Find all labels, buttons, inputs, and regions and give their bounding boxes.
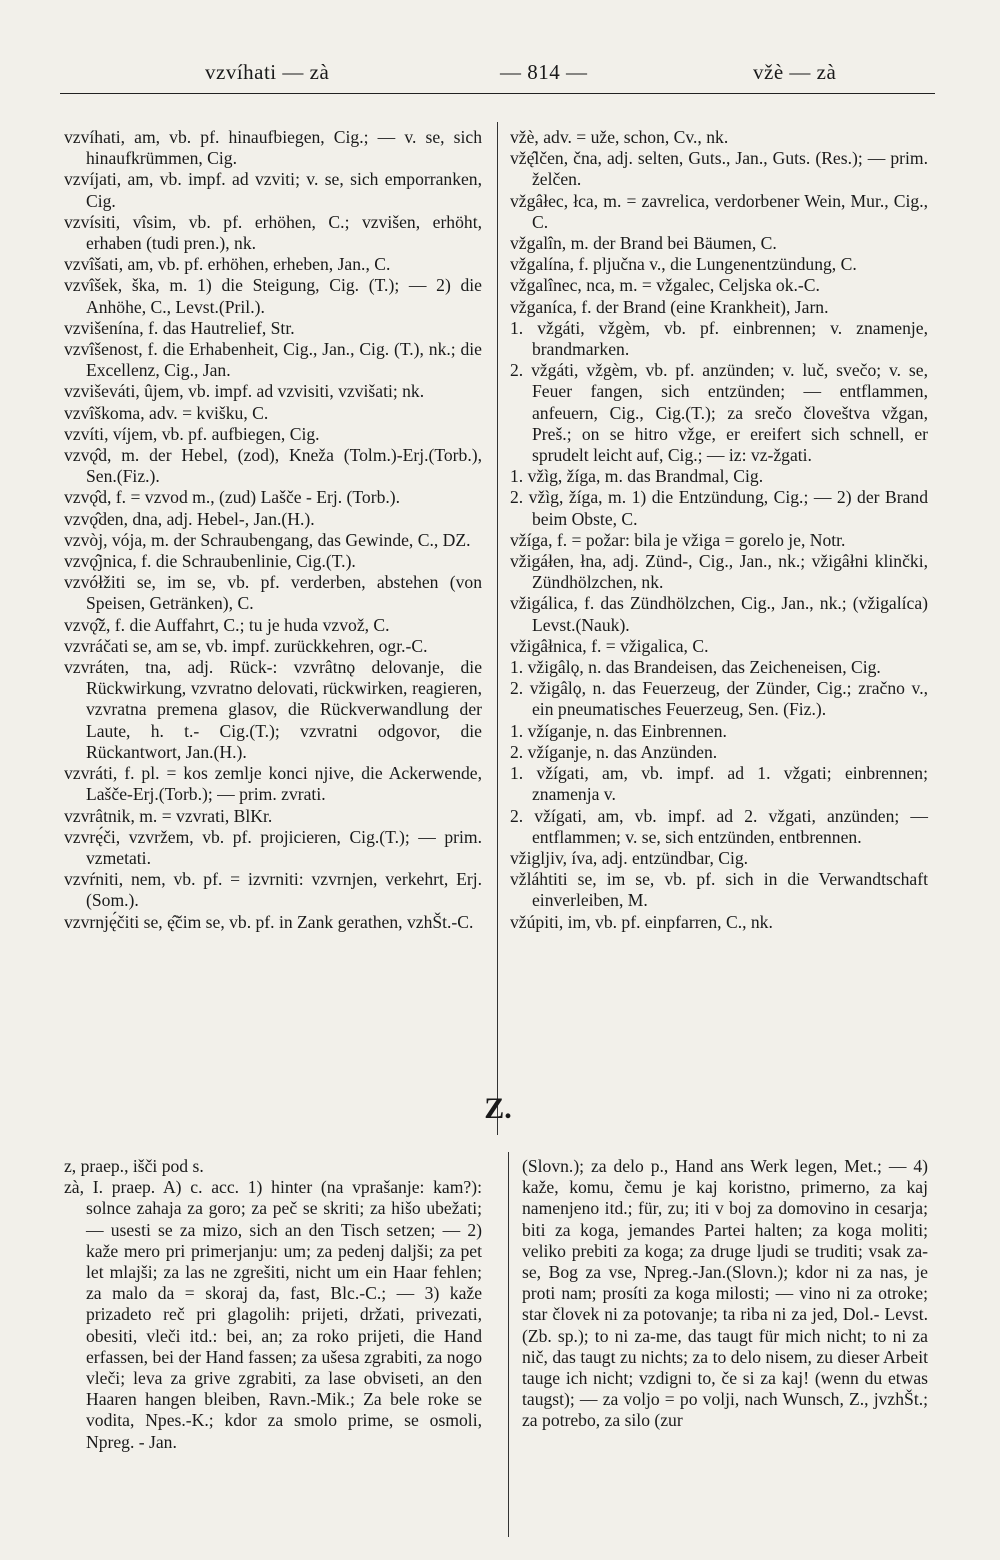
dictionary-entry: vzvǫ̂den, dna, adj. Hebel-, Jan.(H.). — [64, 508, 315, 529]
dictionary-entry: 2. vžìg, žíga, m. 1) die Entzündung, Cig.; — 2) der Brand beim Obste, C. — [510, 487, 928, 529]
right-column — [510, 127, 928, 933]
dictionary-entry: vžíga, f. = požar: bila je vžiga = gorelo je, Notr. — [510, 529, 846, 550]
dictionary-entry: vzvráčati se, am se, vb. impf. zurückkehren, ogr.-C. — [64, 635, 428, 656]
section-letter-heading: Z. — [484, 1092, 512, 1125]
dictionary-entry: vzviševáti, ûjem, vb. impf. ad vzvisiti, vzvišati; nk. — [64, 381, 425, 402]
dictionary-entry: vzvrnję́čiti se, ę̂čim se, vb. pf. in Zank gerathen, vzhŠt.-C. — [64, 911, 474, 932]
column-divider — [497, 122, 498, 1135]
dictionary-entry: vžę̂lčen, čna, adj. selten, Guts., Jan., Guts. (Res.); — prim. želčen. — [510, 148, 928, 190]
dictionary-entry: 1. vžgáti, vžgèm, vb. pf. einbrennen; v. znamenje, brandmarken. — [510, 317, 928, 360]
dictionary-entry: vzvišenína, f. das Hautrelief, Str. — [64, 317, 295, 338]
dictionary-entry: vzvráten, tna, adj. Rück-: vzvrâtnǫ delovanje, die Rückwirkung, vzvratno delovati, rückwirken, reagieren, vzvratna premena glasov, die Rückverwandlung der Laute, h. t.- Cig.(T.); vzvratni odgovor, die Rückantwort, Jan.(H.). — [64, 657, 482, 762]
dictionary-entry: vžganíca, f. der Brand (eine Krankheit), Jarn. — [510, 296, 829, 317]
running-head — [60, 56, 940, 90]
dictionary-entry: vzvîšenost, f. die Erhabenheit, Cig., Jan., Cig. (T.), nk.; die Excellenz, Cig., Jan. — [64, 339, 482, 381]
entry-continuation: (Slovn.); za delo p., Hand ans Werk legen, Met.; — 4) kaže, komu, čemu je kaj koristno, primerno, za kaj namenjeno itd.; für, zu; iti v boj za domovino in cesarja; biti za koga, jemandes Partei halten; za koga moliti; veliko prebiti za koga; za druge ljudi se truditi; vsak za-se, Bog za vse, Npreg.-Jan.(Slovn.); kdor ni za nas, je proti nam; prosíti za koga milosti; — vino ni za otroke; star človek ni za potovanje; ta riba ni za jed, Dol.- Levst.(Zb. sp.); to ni za-me, das taugt für mich nicht; to ni za nič, das taugt zu nichts; za to delo nisem, zu dieser Arbeit tauge ich nicht; vzdigni to, če si za kaj! (wenn du etwas taugst); — za voljo = po volji, nach Wunsch, Z., jvzhŠt.; za potrebo, za silo (zur — [522, 1156, 928, 1431]
dictionary-entry: vzvíhati, am, vb. pf. hinaufbiegen, Cig.; — v. se, sich hinaufkrümmen, Cig. — [64, 127, 482, 169]
dictionary-entry: vžúpiti, im, vb. pf. einpfarren, C., nk. — [510, 911, 773, 932]
dictionary-entry: vzvîškoma, adv. = kvišku, C. — [64, 402, 269, 423]
dictionary-entry: vzvrę́či, vzvržem, vb. pf. projicieren, Cig.(T.); — prim. vzmetati. — [64, 826, 482, 868]
running-head-left: vzvíhati — zà — [205, 60, 330, 84]
dictionary-entry: vžgalînec, nca, m. = vžgalec, Celjska ok.-C. — [510, 275, 820, 296]
dictionary-entry: vzvíjati, am, vb. impf. ad vzviti; v. se, sich emporranken, Cig. — [64, 169, 482, 211]
dictionary-entry: vzvǫ̂jnica, f. die Schraubenlinie, Cig.(T.). — [64, 551, 356, 572]
dictionary-entry: vzvŕniti, nem, vb. pf. = izvrniti: vzvrnjen, verkehrt, Erj.(Som.). — [64, 869, 482, 911]
dictionary-entry: vžigálica, f. das Zündhölzchen, Cig., Jan., nk.; (vžigalíca) Levst.(Nauk). — [510, 593, 928, 635]
z-section-right-column — [522, 1156, 928, 1432]
column-divider — [508, 1152, 509, 1537]
dictionary-entry: 1. vžìg, žíga, m. das Brandmal, Cig. — [510, 466, 764, 487]
left-column — [64, 127, 482, 933]
running-head-right: vžè — zà — [753, 60, 837, 84]
dictionary-entry: vzvrâtnik, m. = vzvrati, BlKr. — [64, 805, 273, 826]
dictionary-entry: vzvǫ̂d, f. = vzvod m., (zud) Lašče - Erj. (Torb.). — [64, 487, 401, 508]
dictionary-entry: vžigáłen, łna, adj. Zünd-, Cig., Jan., nk.; vžigâłni klinčki, Zündhölzchen, nk. — [510, 551, 928, 593]
dictionary-entry: vžigâłnica, f. = vžigalica, C. — [510, 635, 709, 656]
dictionary-entry: vzvółžiti se, im se, vb. pf. verderben, abstehen (von Speisen, Getränken), C. — [64, 572, 482, 614]
dictionary-entry: z, praep., išči pod s. — [64, 1156, 204, 1176]
dictionary-entry: vzvòj, vója, m. der Schraubengang, das Gewinde, C., DZ. — [64, 529, 471, 550]
dictionary-entry: 1. vžigâlǫ, n. das Brandeisen, das Zeicheneisen, Cig. — [510, 657, 881, 678]
dictionary-entry: vžláhtiti se, im se, vb. pf. sich in die Verwandtschaft einverleiben, M. — [510, 869, 928, 911]
dictionary-entry: vžgalína, f. pljučna v., die Lungenentzündung, C. — [510, 254, 857, 275]
z-section-left-column — [64, 1156, 482, 1453]
dictionary-entry: 1. vžíganje, n. das Einbrennen. — [510, 720, 727, 741]
dictionary-entry: vzvíti, víjem, vb. pf. aufbiegen, Cig. — [64, 423, 320, 444]
dictionary-entry: 2. vžgáti, vžgèm, vb. pf. anzünden; v. luč, svečo; v. se, Feuer fangen, sich entzünden; — entflammen, anfeuern, Cig., Cig.(T.); za srečo človeštva vžgan, Preš.; on se hitro vžge, er ereifert sich schnell, er sprudelt leicht auf, Cig.; — iz: vz-žgati. — [510, 360, 928, 466]
dictionary-entry: 2. vžigâlǫ, n. das Feuerzeug, der Zünder, Cig.; zračno v., ein pneumatisches Feuerzeug, Sen. (Fiz.). — [510, 678, 928, 720]
dictionary-entry: vzvísiti, vîsim, vb. pf. erhöhen, C.; vzvišen, erhöht, erhaben (tudi pren.), nk. — [64, 211, 482, 254]
dictionary-entry: vzvîšati, am, vb. pf. erhöhen, erheben, Jan., C. — [64, 254, 391, 275]
dictionary-entry: vžigljiv, íva, adj. entzündbar, Cig. — [510, 847, 749, 868]
dictionary-entry: vžgâłec, łca, m. = zavrelica, verdorbener Wein, Mur., Cig., C. — [510, 190, 928, 232]
dictionary-entry: 1. vžígati, am, vb. impf. ad 1. vžgati; einbrennen; znamenja v. — [510, 763, 928, 805]
dictionary-entry: vzvîšek, ška, m. 1) die Steigung, Cig. (T.); — 2) die Anhöhe, C., Levst.(Pril.). — [64, 275, 482, 317]
dictionary-entry: 2. vžígati, am, vb. impf. ad 2. vžgati, anzünden; — entflammen; v. se, sich entzünden, entbrennen. — [510, 805, 928, 847]
page-number: — 814 — — [500, 60, 588, 84]
dictionary-entry: 2. vžíganje, n. das Anzünden. — [510, 741, 718, 762]
dictionary-entry: zà, I. praep. A) c. acc. 1) hinter (na vprašanje: kam?): solnce zahaja za goro; za peč se skriti; za hišo ubežati; — usesti se za mizo, sich an den Tisch setzen; — 2) kaže mero pri primerjanju: um; za pedenj daljši; za pet let mlajši; za las ne zgrešiti, nicht um ein Haar fehlen; za malo da = skoraj da, fast, Blc.-C.; — 3) kaže prizadeto reč pri glagolih: prijeti, držati, privezati, obesiti, vleči itd.: bei, an; za roko prijeti, die Hand erfassen, bei der Hand fassen; za ušesa zgrabiti, za nogo vleči; leva za grive zgrabiti, za lase obviseti, an den Haaren hangen bleiben, Ravn.-Mik.; Za bele roke se vodita, Npes.-K.; kdor za smolo prime, se osmoli, Npreg. - Jan. — [64, 1177, 482, 1452]
dictionary-entry: vžgalîn, m. der Brand bei Bäumen, C. — [510, 233, 777, 254]
dictionary-entry: vzvráti, f. pl. = kos zemlje konci njive, die Ackerwende, Lašče-Erj.(Torb.); — prim. zvrati. — [64, 763, 482, 805]
dictionary-entry: vzvǫ̂ž, f. die Auffahrt, C.; tu je huda vzvož, C. — [64, 614, 390, 635]
header-rule — [60, 93, 935, 94]
dictionary-entry: vžè, adv. = uže, schon, Cv., nk. — [510, 127, 729, 147]
dictionary-entry: vzvǫ̂d, m. der Hebel, (zod), Kneža (Tolm.)-Erj.(Torb.), Sen.(Fiz.). — [64, 445, 482, 487]
